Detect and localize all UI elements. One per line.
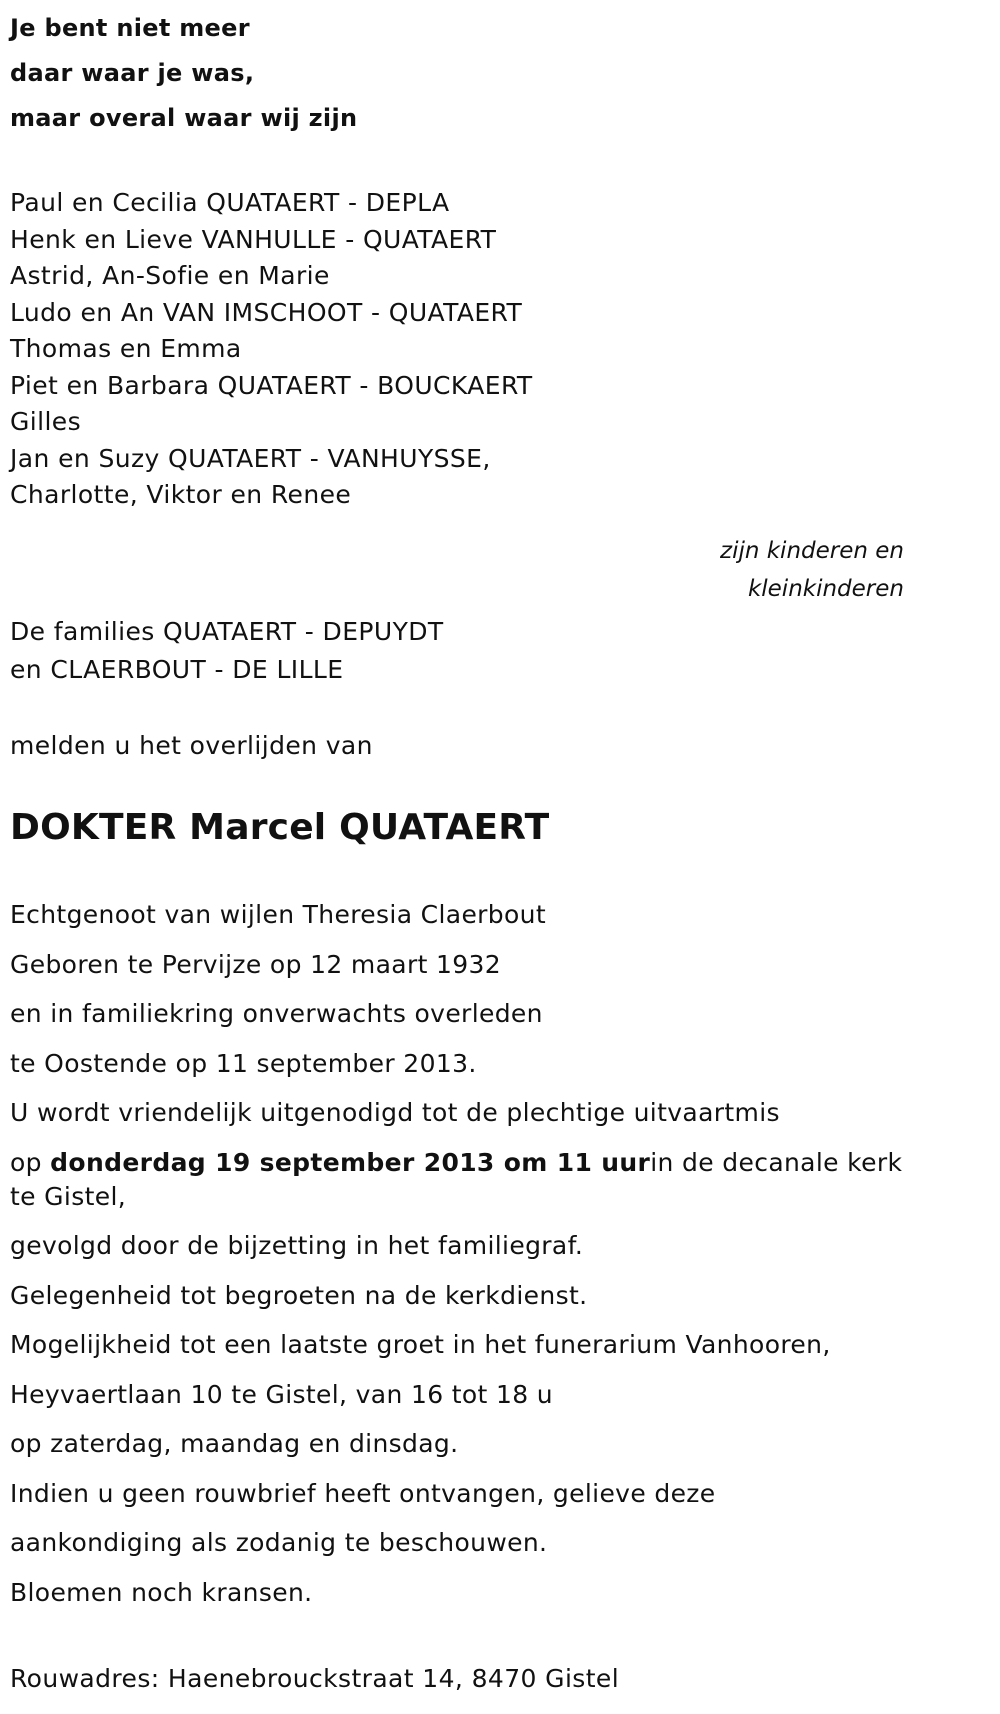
extended-family-line: en CLAERBOUT - DE LILLE — [10, 655, 344, 684]
funeral-date-suffix: in de decanale kerk te Gistel, — [10, 1147, 903, 1211]
motto-line: daar waar je was, — [10, 59, 255, 87]
motto-line: maar overal waar wij zijn — [10, 104, 358, 132]
family-member-line: Henk en Lieve VANHULLE - QUATAERT — [10, 224, 497, 254]
motto-poem — [10, 6, 357, 141]
deceased-name: DOKTER Marcel QUATAERT — [10, 807, 550, 848]
family-member-line: Charlotte, Viktor en Renee — [10, 480, 352, 509]
funeral-date-bold: donderdag 19 september 2013 om 11 uur — [50, 1147, 651, 1177]
family-member-line: Thomas en Emma — [10, 334, 242, 363]
detail-line-funerarium-address: Heyvaertlaan 10 te Gistel, van 16 tot 18 u — [10, 1379, 553, 1409]
family-role-caption — [720, 532, 904, 608]
detail-line-condolence: Gelegenheid tot begroeten na de kerkdienst. — [10, 1280, 588, 1310]
family-member-line: Gilles — [10, 407, 82, 436]
detail-line-visiting-days: op zaterdag, maandag en dinsdag. — [10, 1429, 459, 1458]
announcement-text: melden u het overlijden van — [10, 731, 373, 760]
detail-line-invitation: U wordt vriendelijk uitgenodigd tot de plechtige uitvaartmis — [10, 1098, 780, 1127]
detail-line-notice-cont: aankondiging als zodanig te beschouwen. — [10, 1528, 548, 1557]
extended-families — [10, 613, 444, 689]
family-member-line: Astrid, An-Sofie en Marie — [10, 261, 330, 290]
family-list — [10, 185, 533, 514]
family-member-line: Jan en Suzy QUATAERT - VANHUYSSE, — [10, 443, 491, 473]
family-member-line: Ludo en An VAN IMSCHOOT - QUATAERT — [10, 297, 523, 327]
family-role-line: kleinkinderen — [747, 576, 904, 602]
extended-family-line: De families QUATAERT - DEPUYDT — [10, 617, 444, 646]
funeral-date-prefix: op — [10, 1147, 51, 1177]
detail-line-funerarium: Mogelijkheid tot een laatste groet in het funerarium Vanhooren, — [10, 1330, 831, 1359]
family-role-line: zijn kinderen en — [720, 538, 904, 564]
detail-line-born: Geboren te Pervijze op 12 maart 1932 — [10, 949, 502, 979]
detail-line-notice: Indien u geen rouwbrief heeft ontvangen, gelieve deze — [10, 1478, 716, 1508]
motto-line: Je bent niet meer — [10, 14, 250, 42]
mourning-address: Rouwadres: Haenebrouckstraat 14, 8470 Gistel — [10, 1664, 620, 1693]
detail-line-died-place: te Oostende op 11 september 2013. — [10, 1048, 477, 1078]
detail-line-spouse: Echtgenoot van wijlen Theresia Claerbout — [10, 900, 547, 929]
family-member-line: Paul en Cecilia QUATAERT - DEPLA — [10, 188, 450, 217]
obituary-details — [10, 898, 910, 1625]
detail-line-flowers: Bloemen noch kransen. — [10, 1577, 313, 1607]
family-member-line: Piet en Barbara QUATAERT - BOUCKAERT — [10, 370, 533, 400]
detail-line-died: en in familiekring onverwachts overleden — [10, 999, 543, 1028]
detail-line-burial: gevolgd door de bijzetting in het familiegraf. — [10, 1231, 584, 1260]
detail-line-funeral-date — [10, 1146, 910, 1214]
